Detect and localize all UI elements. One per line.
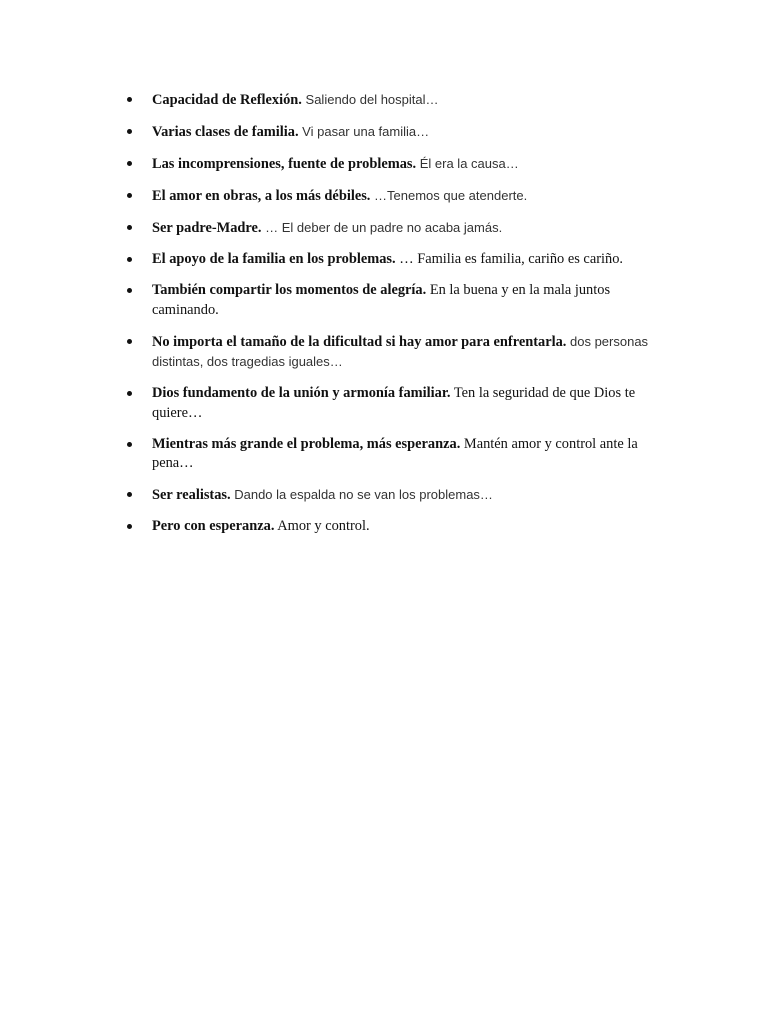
item-heading: El amor en obras, a los más débiles. <box>152 188 371 204</box>
item-text: Saliendo del hospital… <box>305 92 439 107</box>
item-text: Mantén amor y control ante la pena… <box>152 435 638 471</box>
bullet-icon <box>127 492 132 497</box>
item-heading: Las incomprensiones, fuente de problemas. <box>152 156 417 172</box>
bullet-icon <box>127 339 132 344</box>
bullet-icon <box>127 97 132 102</box>
item-text: dos personas distintas, dos tragedias iguales… <box>152 333 649 369</box>
item-heading: Pero con esperanza. <box>152 518 275 534</box>
bullet-icon <box>127 442 132 447</box>
item-text: En la buena y en la mala juntos caminando. <box>152 282 611 318</box>
bullet-list <box>125 90 670 548</box>
list-item <box>125 186 670 207</box>
bullet-icon <box>127 161 132 166</box>
bullet-icon <box>127 225 132 230</box>
item-text: Dando la espalda no se van los problemas… <box>234 487 493 502</box>
item-heading: Capacidad de Reflexión. <box>152 92 302 108</box>
item-text: Amor y control. <box>277 518 370 534</box>
item-heading: Mientras más grande el problema, más esperanza. <box>152 435 461 452</box>
list-item <box>125 517 670 537</box>
list-item <box>125 435 670 474</box>
bullet-icon <box>127 129 132 134</box>
list-item <box>125 218 670 239</box>
bullet-icon <box>127 524 132 529</box>
list-item <box>125 250 670 270</box>
item-text: … Familia es familia, cariño es cariño. <box>399 251 623 267</box>
item-text: Él era la causa… <box>419 156 519 171</box>
bullet-icon <box>127 257 132 262</box>
item-text: …Tenemos que atenderte. <box>374 188 528 203</box>
item-text: Ten la seguridad de que Dios te quiere… <box>152 385 636 421</box>
list-item <box>125 154 670 175</box>
bullet-icon <box>127 193 132 198</box>
item-text: … El deber de un padre no acaba jamás. <box>265 220 503 235</box>
list-item <box>125 122 670 143</box>
list-item <box>125 485 670 506</box>
item-text: Vi pasar una familia… <box>302 124 430 139</box>
list-item <box>125 332 670 373</box>
item-heading: Ser realistas. <box>152 487 231 503</box>
list-item <box>125 384 670 423</box>
list-item <box>125 90 670 111</box>
bullet-icon <box>127 288 132 293</box>
item-heading: El apoyo de la familia en los problemas. <box>152 251 396 267</box>
list-item <box>125 281 670 320</box>
item-heading: Ser padre-Madre. <box>152 220 262 236</box>
bullet-icon <box>127 391 132 396</box>
item-heading: Varias clases de familia. <box>152 124 299 140</box>
item-heading: Dios fundamento de la unión y armonía familiar. <box>152 385 451 401</box>
item-heading: También compartir los momentos de alegría. <box>152 282 427 298</box>
item-heading: No importa el tamaño de la dificultad si hay amor para enfrentarla. <box>152 333 567 350</box>
